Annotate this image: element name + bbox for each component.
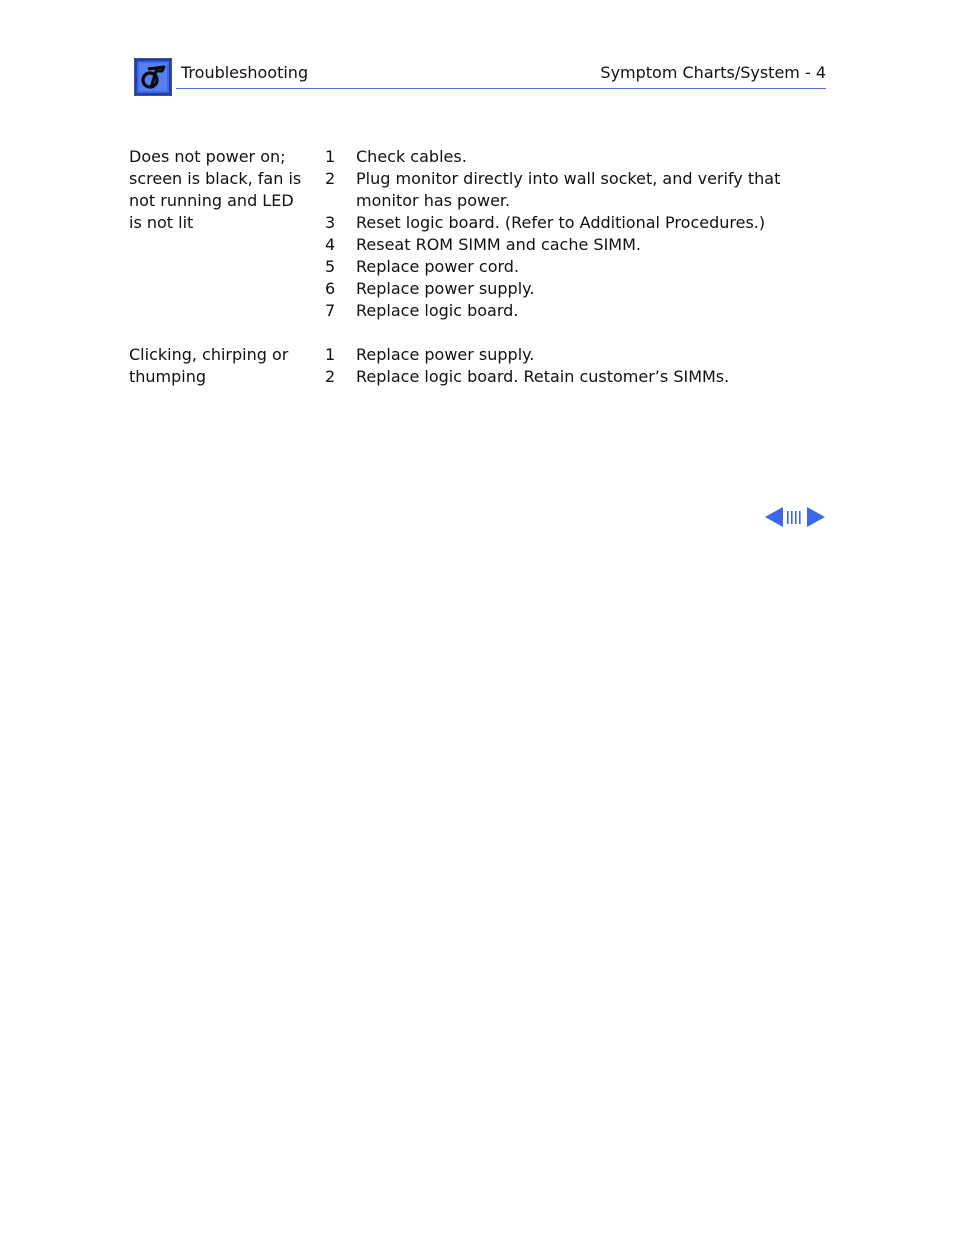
symptom-group bbox=[129, 344, 829, 388]
symptom-group bbox=[129, 146, 829, 322]
page-navigation bbox=[764, 506, 826, 528]
step-number: 7 bbox=[325, 301, 336, 320]
solution-step bbox=[325, 212, 796, 234]
step-number: 4 bbox=[325, 235, 336, 254]
solution-step bbox=[325, 256, 796, 278]
solution-step bbox=[325, 234, 796, 256]
bars-icon[interactable] bbox=[785, 506, 805, 528]
solution-steps bbox=[325, 146, 829, 322]
step-number: 1 bbox=[325, 345, 336, 364]
symptom-label: Clicking, chirping or thumping bbox=[129, 345, 289, 386]
step-number: 6 bbox=[325, 279, 336, 298]
step-number: 3 bbox=[325, 213, 336, 232]
step-number: 2 bbox=[325, 169, 336, 188]
page-header bbox=[134, 58, 826, 98]
section-title: Troubleshooting bbox=[181, 63, 309, 82]
step-text: Reset logic board. (Refer to Additional Procedures.) bbox=[356, 213, 766, 232]
symptom-label: Does not power on; screen is black, fan is not running and LED is not lit bbox=[129, 147, 302, 232]
apple-service-manual-icon bbox=[134, 58, 172, 96]
step-text: Replace logic board. bbox=[356, 301, 519, 320]
step-text: Reseat ROM SIMM and cache SIMM. bbox=[356, 235, 641, 254]
step-text: Replace power supply. bbox=[356, 345, 535, 364]
triangle-left-icon[interactable] bbox=[764, 506, 784, 528]
step-number: 1 bbox=[325, 147, 336, 166]
triangle-right-icon[interactable] bbox=[806, 506, 826, 528]
step-text: Replace power cord. bbox=[356, 257, 520, 276]
step-text: Replace logic board. Retain customer’s SIMMs. bbox=[356, 367, 730, 386]
step-text: Replace power supply. bbox=[356, 279, 535, 298]
page-reference: Symptom Charts/System - 4 bbox=[600, 63, 826, 82]
solution-step bbox=[325, 168, 796, 212]
symptom-chart bbox=[129, 146, 829, 410]
solution-step bbox=[325, 366, 796, 388]
step-number: 5 bbox=[325, 257, 336, 276]
solution-step bbox=[325, 344, 796, 366]
step-text: Plug monitor directly into wall socket, and verify that monitor has power. bbox=[356, 169, 781, 210]
header-rule bbox=[176, 88, 826, 89]
step-number: 2 bbox=[325, 367, 336, 386]
solution-step bbox=[325, 278, 796, 300]
solution-step bbox=[325, 146, 796, 168]
solution-steps bbox=[325, 344, 829, 388]
step-text: Check cables. bbox=[356, 147, 467, 166]
solution-step bbox=[325, 300, 796, 322]
